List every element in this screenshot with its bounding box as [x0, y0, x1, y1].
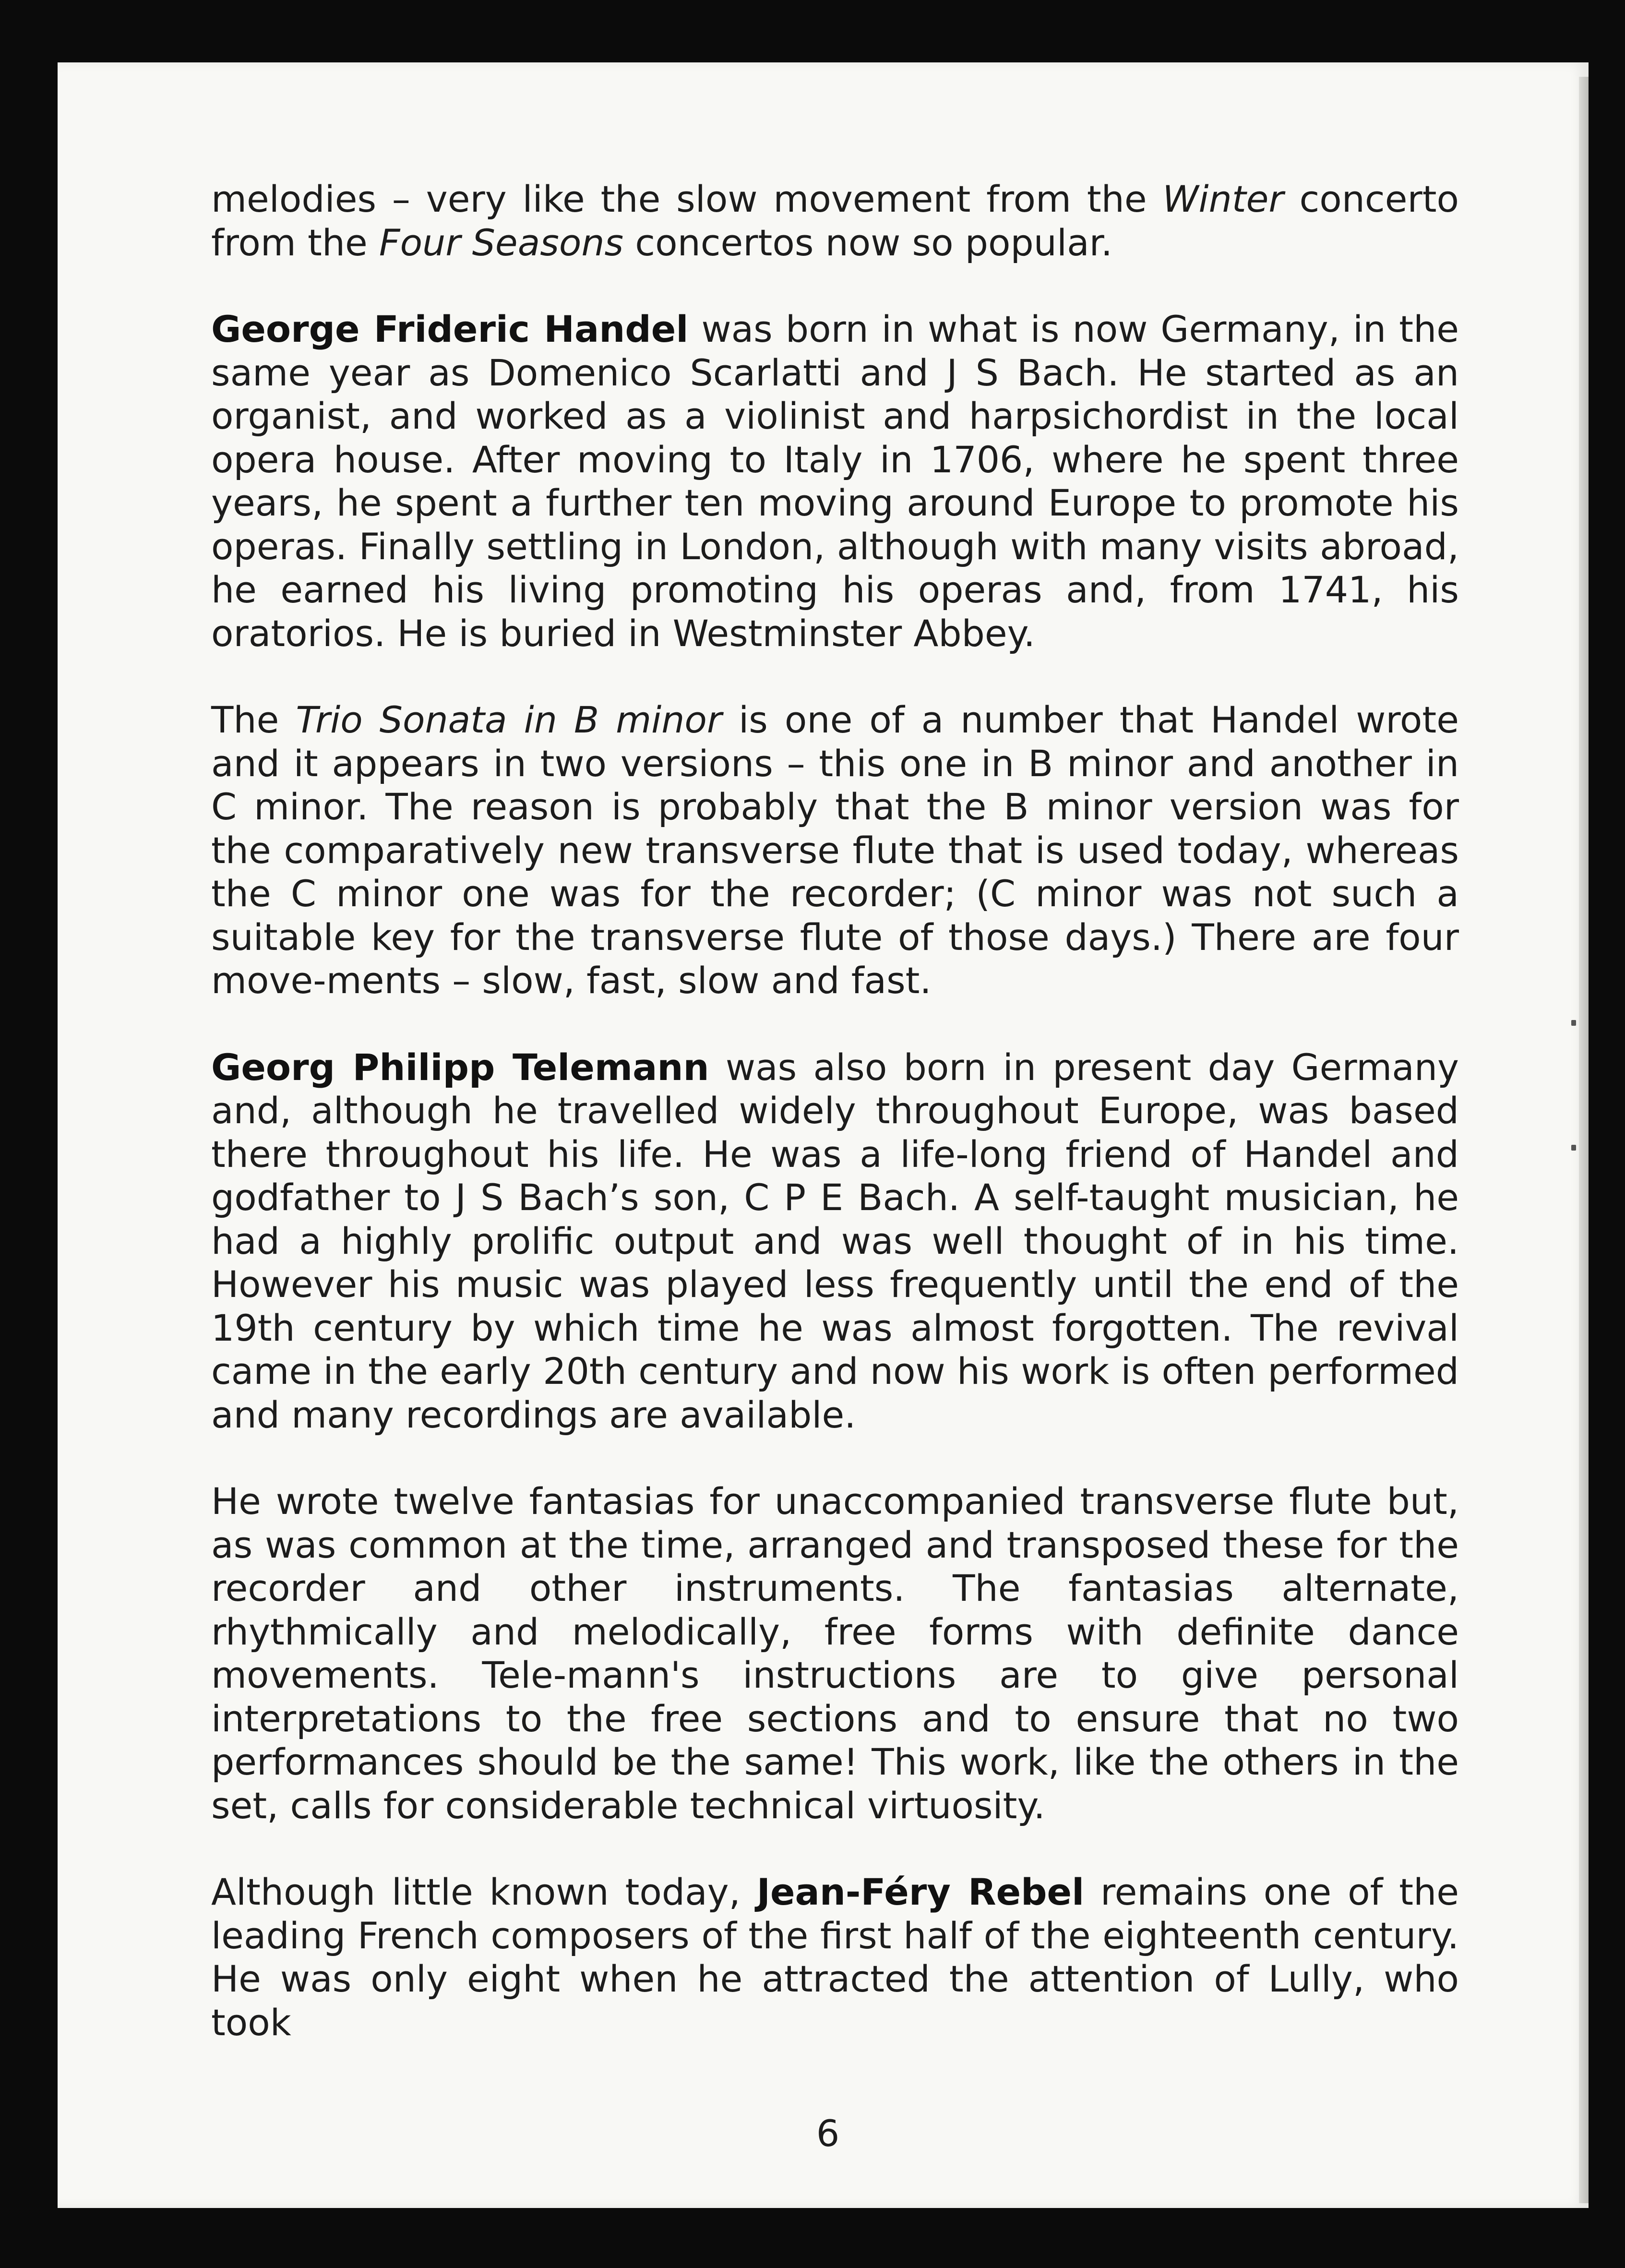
work-title: Winter: [1162, 178, 1284, 220]
composer-name: Georg Philipp Telemann: [211, 1045, 709, 1089]
text-segment: is one of a number that Handel wrote and it appears in two versions – this one in B minor and another in C minor. The reason is probably that the B minor version was for the comparatively new transverse flute that is used today, whereas the C minor one was for the recorder; (C minor was not such a suitable key for the transverse flute of those days.) There are four move-ments – slow, fast, slow and fast.: [211, 698, 1459, 1002]
text-segment: melodies – very like the slow movement from the: [211, 178, 1163, 220]
composer-name: George Frideric Handel: [211, 308, 689, 350]
text-segment: remains one of the leading French composers of the first half of the eighteenth century. He was only eight when he attracted the attention of Lully, who took: [211, 1871, 1459, 2044]
text-segment: Although little known today,: [211, 1871, 757, 1913]
body-text: [211, 178, 1459, 2044]
paragraph-vivaldi-continued: [211, 178, 1459, 264]
text-segment: He wrote twelve fantasias for unaccompanied transverse flute but, as was common at the time, arranged and transposed these for the recorder and other instruments. The fantasias alternate, rhythmically and melodically, free forms with definite dance movements. Tele-mann's instructions are to give personal interpretations to the free sections and to ensure that no two performances should be the same! This work, like the others in the set, calls for considerable technical virtuosity.: [211, 1480, 1459, 1827]
text-segment: The: [211, 698, 296, 741]
paragraph-telemann-bio: [211, 1046, 1459, 1437]
paragraph-telemann-fantasias: [211, 1480, 1459, 1827]
paragraph-handel-trio-sonata: [211, 698, 1459, 1003]
paragraph-rebel-bio: [211, 1871, 1459, 2044]
page-number: 6: [816, 2112, 840, 2155]
margin-mark: [1571, 1145, 1576, 1151]
text-segment: concertos now so popular.: [623, 221, 1113, 264]
composer-name: Jean-Féry Rebel: [756, 1871, 1085, 1913]
page-edge: [1579, 77, 1589, 2203]
paragraph-handel-bio: [211, 308, 1459, 655]
margin-mark: [1571, 1020, 1576, 1026]
text-segment: concerto from the: [211, 178, 1459, 264]
work-title: Trio Sonata in B minor: [296, 698, 722, 741]
text-segment: was also born in present day Germany and, although he travelled widely throughout Europe, was based there throughout his life. He was a life-long friend of Handel and godfather to J S Bach’s son, C P E Bach. A self-taught musician, he had a highly prolific output and was well thought of in his time. However his music was played less frequently until the end of the 19th century by which time he was almost forgotten. The revival came in the early 20th century and now his work is often performed and many recordings are available.: [211, 1045, 1459, 1436]
text-segment: was born in what is now Germany, in the same year as Domenico Scarlatti and J S Bach. He started as an organist, and worked as a violinist and harpsichordist in the local opera house. After moving to Italy in 1706, where he spent three years, he spent a further ten moving around Europe to promote his operas. Finally settling in London, although with many visits abroad, he earned his living promoting his operas and, from 1741, his oratorios. He is buried in Westminster Abbey.: [211, 308, 1459, 655]
work-title: Four Seasons: [379, 221, 624, 264]
